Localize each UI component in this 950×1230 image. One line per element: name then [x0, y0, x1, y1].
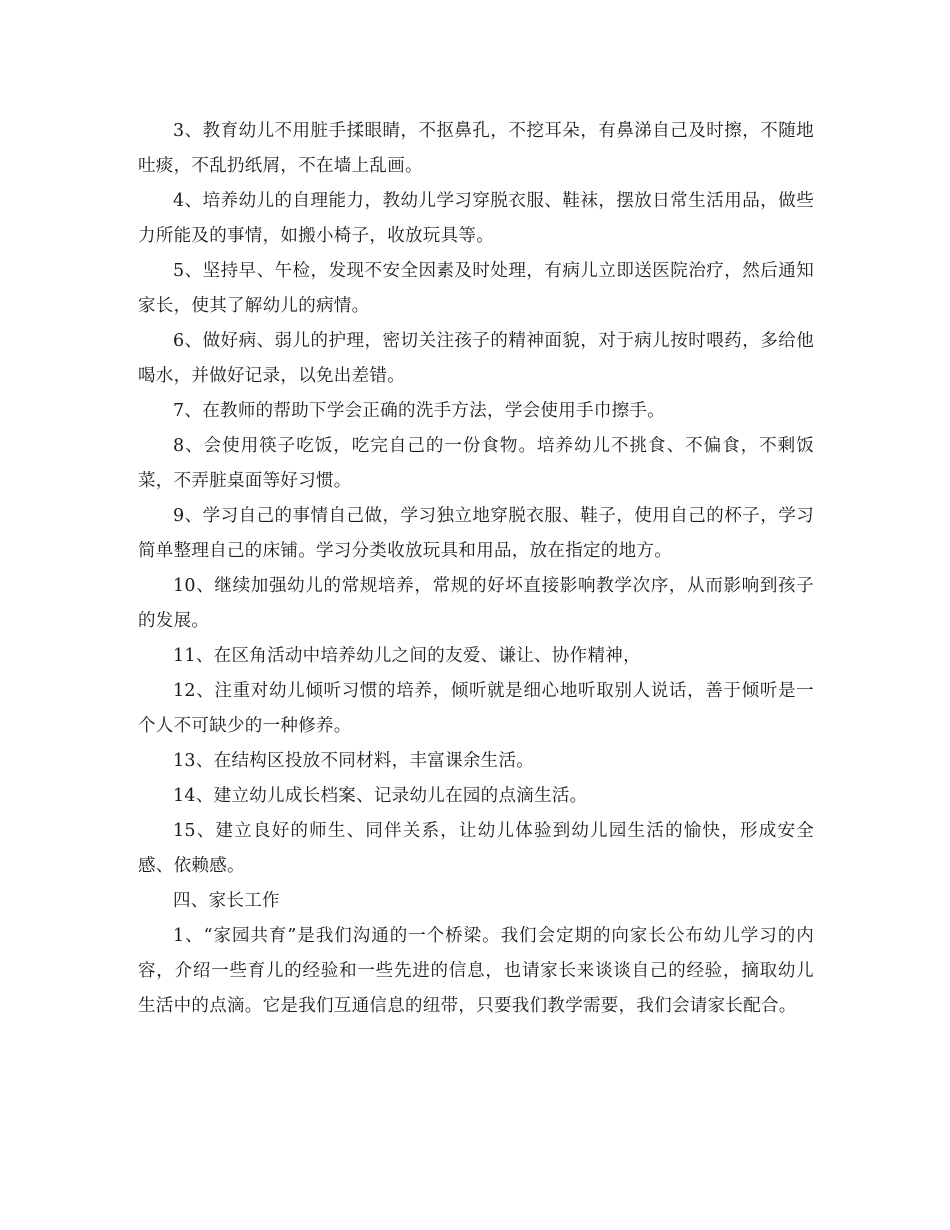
paragraph-item-3: 3、教育幼儿不用脏手揉眼睛，不抠鼻孔，不挖耳朵，有鼻涕自己及时擦，不随地吐痰，不乱扔纸屑，不在墙上乱画。	[138, 121, 814, 176]
paragraph-item-5: 5、坚持早、午检，发现不安全因素及时处理，有病儿立即送医院治疗，然后通知家长，使其了解幼儿的病情。	[138, 261, 814, 316]
paragraph-item-11: 11、在区角活动中培养幼儿之间的友爱、谦让、协作精神，	[173, 646, 641, 666]
paragraph-item-12: 12、注重对幼儿倾听习惯的培养，倾听就是细心地听取别人说话，善于倾听是一个人不可缺少的一种修养。	[138, 681, 814, 736]
paragraph-item-14: 14、建立幼儿成长档案、记录幼儿在园的点滴生活。	[173, 786, 588, 806]
paragraph-item-13: 13、在结构区投放不同材料，丰富课余生活。	[173, 751, 535, 771]
paragraph-item-10: 10、继续加强幼儿的常规培养，常规的好坏直接影响教学次序，从而影响到孩子的发展。	[138, 576, 814, 631]
paragraph-item-9: 9、学习自己的事情自己做，学习独立地穿脱衣服、鞋子，使用自己的杯子，学习简单整理自己的床铺。学习分类收放玩具和用品，放在指定的地方。	[138, 506, 814, 561]
paragraph-item-7: 7、在教师的帮助下学会正确的洗手方法，学会使用手巾擦手。	[173, 401, 666, 421]
paragraph-item-8: 8、会使用筷子吃饭，吃完自己的一份食物。培养幼儿不挑食、不偏食，不剩饭菜，不弄脏桌面等好习惯。	[138, 436, 814, 491]
paragraph-item-4: 4、培养幼儿的自理能力，教幼儿学习穿脱衣服、鞋袜，摆放日常生活用品，做些力所能及的事情，如搬小椅子，收放玩具等。	[138, 191, 814, 246]
section-heading: 四、家长工作	[173, 891, 280, 911]
paragraph-parent-work-1: 1、“家园共育”是我们沟通的一个桥梁。我们会定期的向家长公布幼儿学习的内容，介绍一些育儿的经验和一些先进的信息，也请家长来谈谈自己的经验，摘取幼儿生活中的点滴。它是我们互通信息的纽带，只要我们教学需要，我们会请家长配合。	[138, 926, 814, 1016]
paragraph-item-6: 6、做好病、弱儿的护理，密切关注孩子的精神面貌，对于病儿按时喂药，多给他喝水，并做好记录，以免出差错。	[138, 331, 814, 386]
paragraph-item-15: 15、建立良好的师生、同伴关系，让幼儿体验到幼儿园生活的愉快，形成安全感、依赖感。	[138, 821, 814, 876]
document-body	[138, 114, 814, 1024]
